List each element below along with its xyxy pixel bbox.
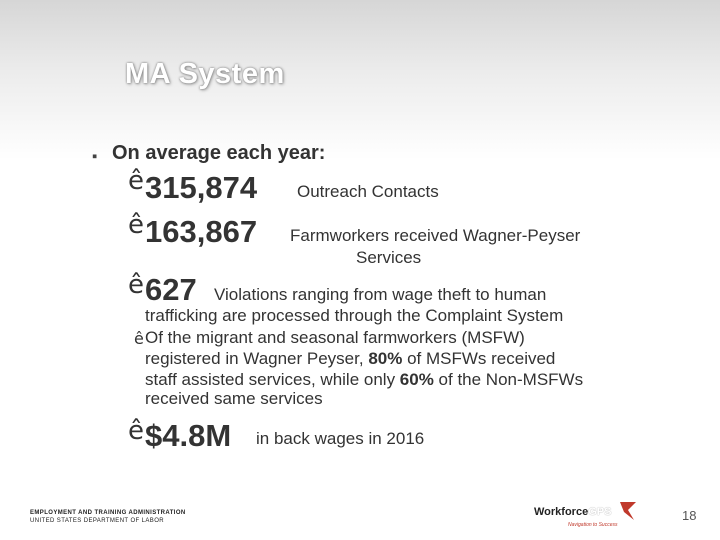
slide-title: MA System [125,58,285,90]
violations-label-line2: trafficking are processed through the Complaint System [145,306,564,325]
msfw-line4: received same services [145,389,323,408]
arrow-bullet-icon: ê [128,416,144,446]
farmworkers-label-line2: Services [356,248,422,267]
stat-violations [145,272,197,308]
violations-label-line1: Violations ranging from wage theft to human [214,285,547,304]
violations-number: 627 [145,272,197,307]
stat-outreach [145,170,257,206]
arrow-bullet-icon: ê [134,329,144,348]
arrow-bullet-icon: ê [128,166,144,196]
logo-flag-icon [618,500,638,522]
msfw-pct-60: 60% [399,370,434,389]
header-gradient [0,0,720,160]
arrow-bullet-icon: ê [128,210,144,240]
logo-tagline: Navigation to Success [568,522,618,528]
arrow-bullet-icon: ê [128,270,144,300]
backwages-number: $4.8M [145,418,232,453]
logo-main: Workforce [534,506,589,518]
stat-farmworkers [145,214,257,250]
lead-text: On average each year: [112,142,326,164]
logo-gps: GPS [588,506,612,518]
msfw-line3 [145,370,583,390]
agency-line2: UNITED STATES DEPARTMENT OF LABOR [30,518,164,524]
msfw-line3-pre: staff assisted services, while only [145,370,400,389]
msfw-line3-post: of the Non-MSFWs [433,370,584,389]
msfw-line1: Of the migrant and seasonal farmworkers (MSFW) [145,328,525,347]
square-bullet-icon: ▪ [92,148,98,165]
backwages-label: in back wages in 2016 [256,429,425,448]
page-number: 18 [682,508,697,523]
dol-eta-logo [30,509,186,525]
logo-wordmark [534,506,611,518]
msfw-line2-post: of MSFWs received [402,349,556,368]
agency-line1: EMPLOYMENT AND TRAINING ADMINISTRATION [30,510,186,516]
msfw-line2 [145,349,555,369]
stat-backwages [145,418,231,454]
msfw-line2-pre: registered in Wagner Peyser, [145,349,369,368]
outreach-label: Outreach Contacts [297,182,439,201]
msfw-pct-80: 80% [368,349,403,368]
outreach-number: 315,874 [145,170,258,205]
workforcegps-logo-icon [534,500,646,534]
farmworkers-label-line1: Farmworkers received Wagner-Peyser [290,226,581,245]
farmworkers-number: 163,867 [145,214,258,249]
